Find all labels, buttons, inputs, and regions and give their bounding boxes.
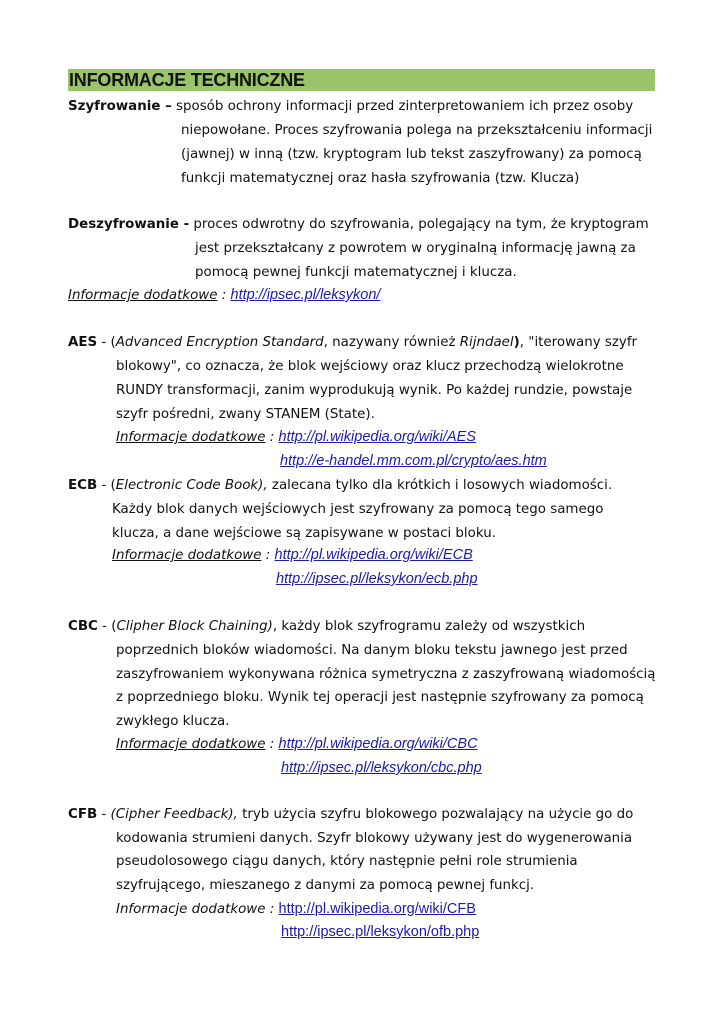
info-label: Informacje dodatkowe [116, 430, 266, 445]
aes-full-name: Advanced Encryption Standard [115, 335, 324, 350]
info-separator: : [265, 430, 279, 445]
info-line [281, 924, 479, 941]
term-cfb: CFB [68, 807, 98, 822]
info-link[interactable]: http://ipsec.pl/leksykon/ [230, 287, 381, 303]
definition-text: - [97, 807, 111, 822]
definition-text: zaszyfrowaniem wykonywana różnica symetryczna z zaszyfrowaną wiadomością [116, 667, 656, 682]
definition-text: jest przekształcany z powrotem w oryginalną informację jawną za [195, 241, 636, 256]
info-link[interactable]: http://ipsec.pl/leksykon/ecb.php [276, 571, 478, 587]
info-label: Informacje dodatkowe [116, 737, 266, 752]
term-deszyfrowanie: Deszyfrowanie - [68, 217, 190, 232]
definition-ecb [68, 477, 612, 494]
info-separator: : [261, 548, 275, 563]
definition-text: , nazywany również [323, 335, 460, 350]
term-szyfrowanie: Szyfrowanie – [68, 99, 172, 114]
info-line [281, 760, 482, 777]
definition-text: sposób ochrony informacji przed zinterpretowaniem ich przez osoby [176, 99, 634, 114]
definition-text: - ( [97, 478, 116, 493]
definition-text: kodowania strumieni danych. Szyfr blokowy używany jest do wygenerowania [116, 831, 633, 846]
definition-text: klucza, a dane wejściowe są zapisywane w postaci bloku. [112, 526, 496, 541]
info-link[interactable]: http://pl.wikipedia.org/wiki/ECB [274, 547, 473, 563]
definition-text: pomocą pewnej funkcji matematycznej i klucza. [195, 265, 517, 280]
definition-cbc [68, 618, 585, 635]
info-link[interactable]: http://pl.wikipedia.org/wiki/CBC [278, 736, 478, 752]
aes-close-paren: ) [513, 335, 520, 350]
definition-aes [68, 334, 637, 351]
definition-cfb [68, 806, 633, 823]
info-line [116, 429, 476, 446]
definition-text: proces odwrotny do szyfrowania, polegający na tym, że kryptogram [193, 217, 649, 232]
info-line [276, 571, 478, 588]
definition-text: zwykłego klucza. [116, 714, 230, 729]
definition-text: , każdy blok szyfrogramu zależy od wszystkich [272, 619, 586, 634]
definition-text: pseudolosowego ciągu danych, który następnie pełni role strumienia [116, 854, 578, 869]
term-ecb: ECB [68, 478, 98, 493]
info-line [116, 901, 476, 918]
term-aes: AES [68, 335, 98, 350]
term-cbc: CBC [68, 619, 98, 634]
definition-text: - ( [97, 619, 117, 634]
info-separator: : [265, 737, 279, 752]
section-heading: INFORMACJE TECHNICZNE [68, 69, 655, 91]
definition-szyfrowanie [68, 98, 633, 115]
info-link[interactable]: http://pl.wikipedia.org/wiki/CFB [278, 901, 476, 917]
definition-text: - ( [97, 335, 116, 350]
info-label: Informacje dodatkowe [112, 548, 262, 563]
cfb-full-name: (Cipher Feedback), [110, 807, 238, 822]
definition-text: szyfr pośredni, zwany STANEM (State). [116, 407, 375, 422]
definition-deszyfrowanie [68, 216, 649, 233]
definition-text: zalecana tylko dla krótkich i losowych wiadomości. [267, 478, 613, 493]
definition-text: niepowołane. Proces szyfrowania polega na przekształceniu informacji [181, 123, 653, 138]
definition-text: poprzednich bloków wiadomości. Na danym bloku tekstu jawnego jest przed [116, 643, 628, 658]
aes-alt-name: Rijndael [459, 335, 514, 350]
cbc-full-name: Clipher Block Chaining) [116, 619, 273, 634]
definition-text: , "iterowany szyfr [519, 335, 638, 350]
info-line [116, 736, 478, 753]
definition-text: z poprzedniego bloku. Wynik tej operacji jest następnie szyfrowany za pomocą [116, 690, 644, 705]
info-separator: : [217, 288, 231, 303]
info-line [68, 287, 380, 304]
definition-text: (jawnej) w inną (tzw. kryptogram lub tekst zaszyfrowany) za pomocą [181, 147, 642, 162]
definition-text: tryb użycia szyfru blokowego pozwalający na użycie go do [237, 807, 634, 822]
info-line [280, 453, 547, 470]
info-link[interactable]: http://pl.wikipedia.org/wiki/AES [278, 429, 476, 445]
definition-text: blokowy", co oznacza, że blok wejściowy oraz klucz przechodzą wielokrotne [116, 359, 624, 374]
definition-text: RUNDY transformacji, zanim wyprodukują wynik. Po każdej rundzie, powstaje [116, 383, 633, 398]
info-line [112, 547, 473, 564]
definition-text: Każdy blok danych wejściowych jest szyfrowany za pomocą tego samego [112, 502, 604, 517]
info-link[interactable]: http://e-handel.mm.com.pl/crypto/aes.htm [280, 453, 547, 469]
info-link[interactable]: http://ipsec.pl/leksykon/ofb.php [281, 924, 480, 940]
definition-text: funkcji matematycznej oraz hasła szyfrowania (tzw. Klucza) [181, 171, 580, 186]
info-label: Informacje dodatkowe [68, 288, 218, 303]
info-link[interactable]: http://ipsec.pl/leksykon/cbc.php [281, 760, 482, 776]
definition-text: szyfrującego, mieszanego z danymi za pomocą pewnej funkcj. [116, 878, 535, 893]
info-label: Informacje dodatkowe : [116, 902, 275, 917]
ecb-full-name: Electronic Code Book), [115, 478, 268, 493]
